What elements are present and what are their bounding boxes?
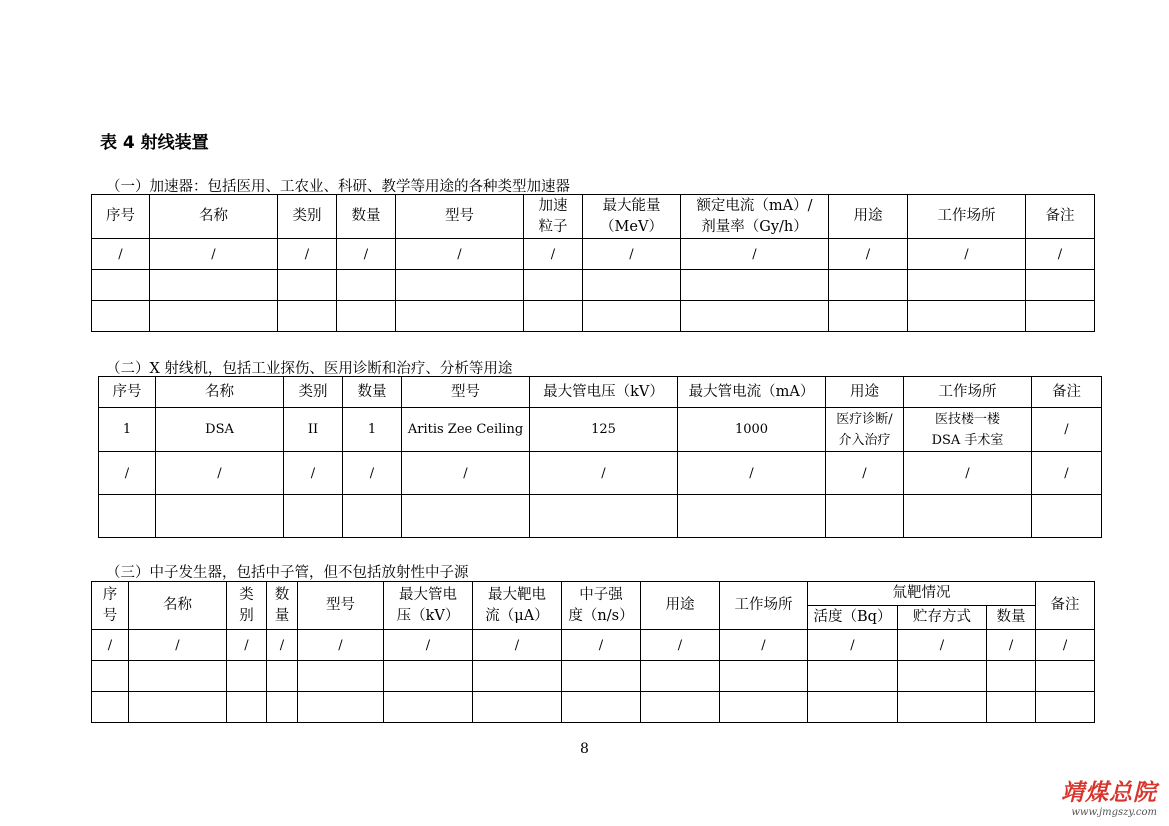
table-cell [227,661,267,692]
table-cell [641,661,720,692]
table-row [92,692,1095,723]
table-cell: / [898,630,987,661]
table-cell [267,692,298,723]
table-cell [987,661,1036,692]
table-cell [278,270,337,301]
header-cell: 型号 [402,377,530,408]
header-cell: 型号 [298,582,384,630]
table-cell [908,270,1026,301]
table-cell: / [284,452,343,495]
table-cell: 125 [530,408,678,452]
header-cell: 数量 [337,195,396,239]
header-cell: 最大管电流（mA） [678,377,826,408]
table-row [92,239,1095,270]
table-cell: / [129,630,227,661]
header-cell: 额定电流（mA）/ 剂量率（Gy/h） [681,195,829,239]
header-cell: 数量 [343,377,402,408]
table-row [99,452,1102,495]
table-cell: / [92,239,150,270]
header-cell: 用途 [829,195,908,239]
subheader-cell: 贮存方式 [898,606,987,630]
table-cell [284,495,343,538]
table-cell: / [99,452,156,495]
table-row [92,630,1095,661]
header-cell: 名称 [156,377,284,408]
table-cell [129,692,227,723]
table-row [99,408,1102,452]
table-cell [898,661,987,692]
table-cell [641,692,720,723]
header-cell: 用途 [826,377,904,408]
table-cell [92,661,129,692]
table-cell: / [908,239,1026,270]
header-cell: 备注 [1026,195,1095,239]
page-number: 8 [580,741,589,757]
table-cell [1036,661,1095,692]
table-cell [92,270,150,301]
table-cell: / [384,630,473,661]
neutron-generator-table [91,581,1095,723]
table-cell [156,495,284,538]
table-cell [720,661,808,692]
table-cell [129,661,227,692]
table-cell [530,495,678,538]
table-cell: / [1036,630,1095,661]
table-cell [298,661,384,692]
table-cell: / [681,239,829,270]
table-row [92,270,1095,301]
table-cell [583,270,681,301]
watermark-name: 靖煤总院 [1061,780,1157,806]
table-cell [337,270,396,301]
table-cell [678,495,826,538]
watermark [1061,774,1157,818]
table-cell [829,270,908,301]
table-row [92,301,1095,332]
section2-caption: （二）X 射线机，包括工业探伤、医用诊断和治疗、分析等用途 [106,361,513,377]
table-cell: / [720,630,808,661]
header-cell: 最大能量 （MeV） [583,195,681,239]
header-cell: 序号 [99,377,156,408]
table-header-row [92,195,1095,239]
table-cell: II [284,408,343,452]
section3-caption: （三）中子发生器，包括中子管，但不包括放射性中子源 [106,565,469,581]
table-cell [720,692,808,723]
table-cell [278,301,337,332]
table-cell [908,301,1026,332]
header-cell: 最大靶电 流（μA） [473,582,562,630]
table-header-row [92,582,1095,606]
header-cell: 中子强 度（n/s） [562,582,641,630]
table-cell [92,301,150,332]
table-cell: / [641,630,720,661]
table-cell [298,692,384,723]
table-cell [904,495,1032,538]
table-cell: DSA [156,408,284,452]
header-cell: 用途 [641,582,720,630]
header-cell: 类 别 [227,582,267,630]
table-cell: 1 [99,408,156,452]
table-cell [150,270,278,301]
table-cell: / [1032,408,1102,452]
table-cell: / [278,239,337,270]
table-cell [384,692,473,723]
table-cell [562,692,641,723]
table-cell [681,301,829,332]
table-cell: / [808,630,898,661]
xray-machine-table [98,376,1102,538]
table-cell: / [829,239,908,270]
table-cell [402,495,530,538]
table-cell: / [337,239,396,270]
table-row [92,661,1095,692]
table-cell [808,661,898,692]
table-cell: 医技楼一楼 DSA 手术室 [904,408,1032,452]
accelerator-table [91,194,1095,332]
table-cell [384,661,473,692]
table-cell [1036,692,1095,723]
table-cell: / [227,630,267,661]
table-cell: / [298,630,384,661]
table-cell [396,270,524,301]
table-cell [99,495,156,538]
table-cell [396,301,524,332]
header-cell: 数 量 [267,582,298,630]
table-cell: / [402,452,530,495]
table-cell [524,270,583,301]
table-cell [898,692,987,723]
header-cell: 备注 [1032,377,1102,408]
table-cell [987,692,1036,723]
header-cell: 最大管电 压（kV） [384,582,473,630]
header-cell: 工作场所 [720,582,808,630]
header-cell: 名称 [150,195,278,239]
header-cell: 工作场所 [908,195,1026,239]
table-cell [562,661,641,692]
header-cell: 加速 粒子 [524,195,583,239]
table-cell: / [1032,452,1102,495]
table-cell: / [92,630,129,661]
table-cell: / [396,239,524,270]
header-cell: 最大管电压（kV） [530,377,678,408]
table-cell [150,301,278,332]
table-cell: / [473,630,562,661]
table-cell [227,692,267,723]
table-cell: Aritis Zee Ceiling [402,408,530,452]
watermark-url: www.jmgszy.com [1071,807,1157,818]
table-header-row [99,377,1102,408]
table-cell: / [904,452,1032,495]
table-cell: / [530,452,678,495]
header-cell: 类别 [284,377,343,408]
table-cell [1026,301,1095,332]
table-cell: / [524,239,583,270]
table-cell: / [678,452,826,495]
table-cell [267,661,298,692]
table-cell [92,692,129,723]
table-cell [808,692,898,723]
table-cell: / [987,630,1036,661]
table-cell [826,495,904,538]
header-cell: 型号 [396,195,524,239]
table-cell [1032,495,1102,538]
table-cell [829,301,908,332]
header-cell: 序号 [92,195,150,239]
subheader-cell: 活度（Bq） [808,606,898,630]
table-cell: 1000 [678,408,826,452]
table-cell: / [343,452,402,495]
header-cell: 备注 [1036,582,1095,630]
subheader-cell: 数量 [987,606,1036,630]
table-cell: / [1026,239,1095,270]
table-cell: 医疗诊断/ 介入治疗 [826,408,904,452]
table-row [99,495,1102,538]
header-cell: 名称 [129,582,227,630]
table-cell: 1 [343,408,402,452]
header-cell: 工作场所 [904,377,1032,408]
table-cell [343,495,402,538]
table-cell [583,301,681,332]
header-cell: 序 号 [92,582,129,630]
table-cell [681,270,829,301]
header-cell-tritium-target: 氚靶情况 [808,582,1036,606]
table-cell [1026,270,1095,301]
table-cell: / [267,630,298,661]
page-title: 表 4 射线装置 [100,133,209,153]
table-cell: / [583,239,681,270]
header-cell: 类别 [278,195,337,239]
table-cell: / [150,239,278,270]
table-cell [473,692,562,723]
table-cell [473,661,562,692]
table-cell [337,301,396,332]
table-cell: / [826,452,904,495]
section1-caption: （一）加速器：包括医用、工农业、科研、教学等用途的各种类型加速器 [106,179,570,195]
table-cell [524,301,583,332]
table-cell: / [562,630,641,661]
table-cell: / [156,452,284,495]
